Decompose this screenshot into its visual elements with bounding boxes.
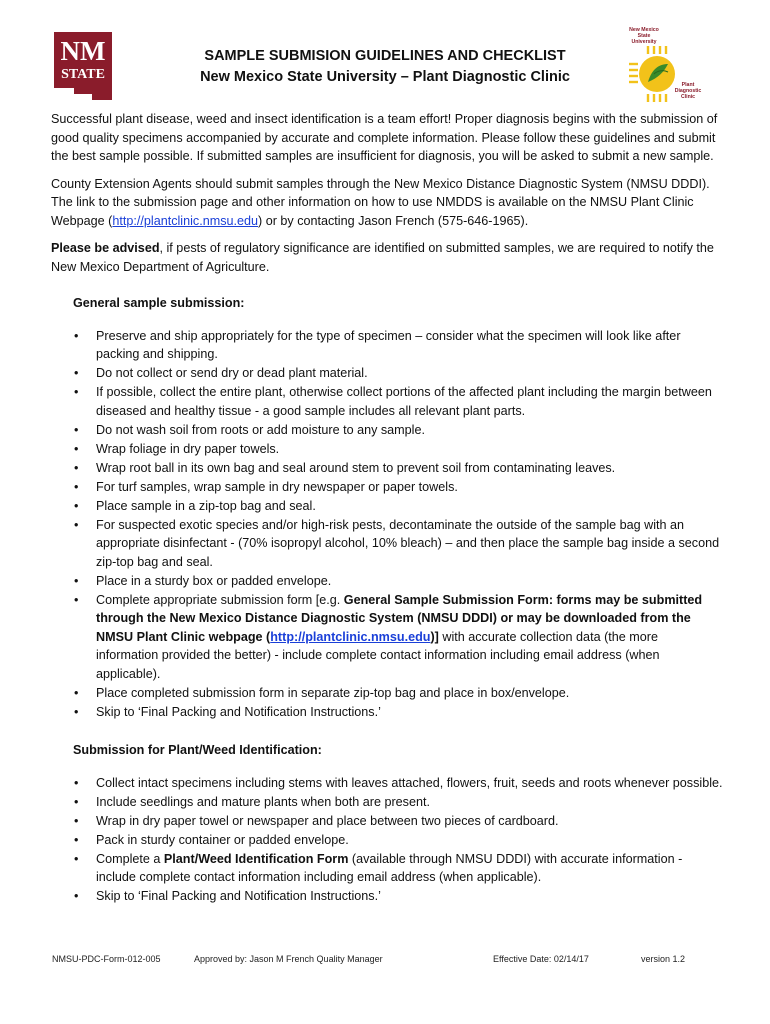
list-item-text: Do not collect or send dry or dead plant material. xyxy=(96,366,368,380)
bullet-glyph: • xyxy=(74,685,79,700)
list-item-text: Pack in sturdy container or padded envelope. xyxy=(96,832,349,847)
bullet-glyph: • xyxy=(74,813,79,828)
list-item-submission-form xyxy=(51,591,723,684)
bullet-glyph: • xyxy=(74,460,79,475)
form-item-bold-1: General Sample Submission Form: forms may be submitted through the New Mexico Distance Diagnostic System (NMSU DDDI) or may be downloaded from the NMSU Plant Clinic webpage ( xyxy=(96,592,703,644)
advisory-text: , if pests of regulatory significance are identified on submitted samples, we are required to notify the New Mexico Department of Agriculture. xyxy=(51,241,714,274)
bullet-glyph: • xyxy=(74,573,79,588)
list-item-text: Place completed submission form in separate zip-top bag and place in box/envelope. xyxy=(96,685,570,700)
list-item xyxy=(51,478,723,497)
plant-clinic-logo xyxy=(624,24,704,108)
list-item-text: Wrap in dry paper towel or newspaper and place between two pieces of cardboard. xyxy=(96,813,559,828)
document-body xyxy=(51,110,723,906)
bullet-glyph: • xyxy=(74,498,79,513)
list-item xyxy=(51,364,723,383)
list-item xyxy=(51,684,723,703)
form-item-text-a: Complete appropriate submission form [e.g. xyxy=(96,592,344,607)
list-item xyxy=(51,831,723,850)
clinic-logo-line-1: New Mexico xyxy=(629,27,659,33)
advisory-bold: Please be advised xyxy=(51,241,160,255)
footer-effective-date: Effective Date: 02/14/17 xyxy=(493,954,589,964)
list-item xyxy=(51,327,723,364)
clinic-logo-line-3: University xyxy=(631,39,657,45)
title-block xyxy=(150,46,620,88)
list-item-text: Skip to ‘Final Packing and Notification Instructions.’ xyxy=(96,889,381,903)
id-form-text-a: Complete a xyxy=(96,851,164,866)
bullet-glyph: • xyxy=(74,794,79,809)
bullet-glyph: • xyxy=(74,704,79,719)
bullet-glyph: • xyxy=(74,422,79,437)
bullet-glyph: • xyxy=(74,592,79,607)
nm-state-logo xyxy=(52,30,114,102)
list-item xyxy=(51,516,723,572)
bullet-glyph: • xyxy=(74,851,79,866)
footer-version: version 1.2 xyxy=(641,954,686,964)
list-item-text: Include seedlings and mature plants when both are present. xyxy=(96,794,430,809)
bullet-glyph: • xyxy=(74,479,79,494)
plantclinic-link[interactable]: http://plantclinic.nmsu.edu xyxy=(112,213,258,228)
list-item-text: If possible, collect the entire plant, otherwise collect portions of the affected plant including the margin between diseased and healthy tissue - a good sample includes all relevant plant parts. xyxy=(96,385,712,418)
list-item xyxy=(51,887,723,906)
plant-weed-section-heading: Submission for Plant/Weed Identification: xyxy=(73,743,322,757)
logo-text-nm: NM xyxy=(60,36,106,66)
bullet-glyph: • xyxy=(74,517,79,532)
list-item xyxy=(51,572,723,591)
footer-form-id: NMSU-PDC-Form-012-005 xyxy=(52,954,161,964)
bullet-glyph: • xyxy=(74,328,79,343)
list-item xyxy=(51,383,723,420)
bullet-glyph: • xyxy=(74,385,79,399)
list-item xyxy=(51,793,723,812)
list-item xyxy=(51,497,723,516)
list-item-text: Wrap root ball in its own bag and seal around stem to prevent soil from contaminating leaves. xyxy=(96,460,616,475)
list-item xyxy=(51,421,723,440)
plantclinic-form-link[interactable]: http://plantclinic.nmsu.edu xyxy=(270,629,431,644)
clinic-logo-line-2: State xyxy=(637,33,651,39)
list-item-text: Place in a sturdy box or padded envelope. xyxy=(96,573,332,588)
list-item-text: For turf samples, wrap sample in dry newspaper or paper towels. xyxy=(96,479,458,494)
list-item xyxy=(51,459,723,478)
list-item-text: Do not wash soil from roots or add moisture to any sample. xyxy=(96,422,425,437)
bullet-glyph: • xyxy=(74,889,79,903)
clinic-logo-line-4: Plant xyxy=(681,82,695,88)
bullet-glyph: • xyxy=(74,366,79,380)
list-item xyxy=(51,774,723,793)
list-item-text: Place sample in a zip-top bag and seal. xyxy=(96,498,316,513)
bullet-glyph: • xyxy=(74,441,79,456)
list-item-text: Wrap foliage in dry paper towels. xyxy=(96,441,280,456)
plant-weed-checklist xyxy=(51,774,723,906)
general-section-heading: General sample submission: xyxy=(73,296,245,310)
footer-approved-by: Approved by: Jason M French Quality Manager xyxy=(194,954,383,964)
bullet-glyph: • xyxy=(74,775,79,790)
list-item-text: Collect intact specimens including stems with leaves attached, flowers, fruit, seeds and roots whenever possible. xyxy=(96,775,723,790)
intro-paragraph-1: Successful plant disease, weed and insect identification is a team effort! Proper diagnosis begins with the submission of good quality specimens accompanied by accurate and complete information. Please follow these guidelines and submit the best sample possible. If submitted samples are insufficient for diagnosis, you will be asked to submit a new sample. xyxy=(51,112,718,163)
advisory-paragraph xyxy=(51,239,723,276)
list-item xyxy=(51,812,723,831)
list-item-id-form xyxy=(51,850,723,887)
list-item xyxy=(51,440,723,459)
id-form-rest: (available through NMSU DDDI) with accurate information - include complete contact information including email address (when applicable). xyxy=(96,851,683,884)
document-subtitle: New Mexico State University – Plant Diagnostic Clinic xyxy=(200,69,570,85)
logo-text-state: STATE xyxy=(61,67,105,82)
list-item xyxy=(51,703,723,722)
intro-p2-text-b: ) or by contacting Jason French (575-646-1965). xyxy=(258,213,529,228)
intro-p2-text-a: County Extension Agents should submit samples through the New Mexico Distance Diagnostic System (NMSU DDDI). The link to the submission page and other information on how to use NMDDS is available on the NMSU Plant Clinic Webpage ( xyxy=(51,176,710,228)
form-item-bold-2: )] xyxy=(430,629,439,644)
list-item-text: For suspected exotic species and/or high-risk pests, decontaminate the outside of the sample bag with an appropriate disinfectant - (70% isopropyl alcohol, 10% bleach) – and then place the sample bag inside a second zip-top bag and seal. xyxy=(96,517,720,569)
general-checklist xyxy=(51,327,723,722)
list-item-text: Skip to ‘Final Packing and Notification Instructions.’ xyxy=(96,704,381,719)
form-item-rest: with accurate collection data (the more information provided the better) - include complete contact information including email address (when applicable). xyxy=(96,629,660,681)
document-title: SAMPLE SUBMISION GUIDELINES AND CHECKLIST xyxy=(204,48,566,64)
intro-paragraph-2 xyxy=(51,175,723,231)
clinic-logo-line-6: Clinic xyxy=(680,94,696,100)
clinic-logo-line-5: Diagnostic xyxy=(674,88,702,94)
id-form-bold: Plant/Weed Identification Form xyxy=(163,851,349,866)
bullet-glyph: • xyxy=(74,832,79,847)
list-item-text: Preserve and ship appropriately for the type of specimen – consider what the specimen will look like after packing and shipping. xyxy=(96,328,681,361)
